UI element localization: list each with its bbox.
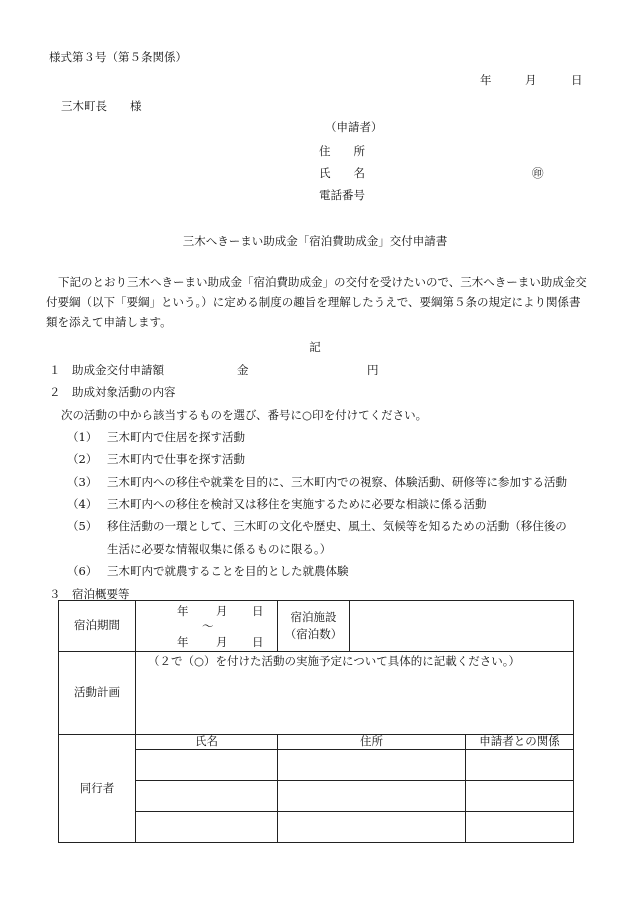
applicant-heading: （申請者）	[325, 120, 383, 134]
applicant-phone-label: 電話番号	[319, 188, 365, 202]
period-end-month-label: 月	[216, 635, 228, 649]
period-start-year-label: 年	[177, 604, 189, 618]
lodging-facility-label	[278, 601, 350, 652]
companion-address-field[interactable]	[278, 750, 466, 781]
seal-mark: ㊞	[532, 166, 544, 180]
form-number: 様式第３号（第５条関係）	[49, 50, 187, 64]
activity-number: （5）	[67, 519, 98, 533]
activity-plan-row	[59, 652, 574, 735]
activity-number: （2）	[67, 452, 98, 466]
activity-plan-note: （２で（○）を付けた活動の実施予定について具体的に記載ください。）	[148, 654, 521, 668]
companion-address-header: 住所	[278, 735, 466, 750]
activity-text-continued: 生活に必要な情報収集に係るものに限る。）	[107, 542, 332, 556]
applicant-address-label: 住 所	[319, 144, 365, 158]
activity-item	[67, 499, 487, 511]
companion-address-field[interactable]	[278, 812, 466, 843]
section2-instruction: 次の活動の中から該当するものを選び、番号に○印を付けてください。	[61, 408, 428, 422]
companion-relation-field[interactable]	[466, 750, 574, 781]
activity-number: （3）	[67, 475, 98, 489]
lodging-period-row	[59, 601, 574, 652]
companion-relation-field[interactable]	[466, 781, 574, 812]
activity-text: 三木町内への移住や就業を目的に、三木町内での視察、体験活動、研修等に参加する活動	[107, 475, 567, 489]
period-end-day-label: 日	[252, 635, 264, 649]
application-statement: 下記のとおり三木へきーまい助成金「宿泊費助成金」の交付を受けたいので、三木へきーまい助成金交付要綱（以下「要綱」という。）に定める制度の趣旨を理解したうえで、要綱第５条の規定により関係書類を添えて申請します。	[46, 275, 587, 329]
activity-text: 三木町内で住居を探す活動	[107, 430, 245, 444]
activity-item	[67, 454, 245, 466]
companion-row	[59, 781, 574, 812]
activity-plan-field[interactable]	[136, 652, 574, 735]
companion-name-field[interactable]	[136, 812, 278, 843]
companion-name-field[interactable]	[136, 781, 278, 812]
applicant-name-label: 氏 名	[319, 166, 365, 180]
activity-item	[67, 477, 567, 489]
activity-item	[67, 432, 245, 444]
activity-number: （6）	[67, 564, 98, 578]
lodging-summary-table	[58, 600, 574, 843]
section3-label: ３ 宿泊概要等	[49, 587, 130, 601]
activity-item	[67, 566, 349, 578]
section1-currency-prefix: 金	[237, 363, 249, 377]
companion-row	[59, 812, 574, 843]
lodging-period-field[interactable]	[136, 601, 278, 652]
companion-header-row	[59, 735, 574, 750]
activity-item	[67, 521, 567, 533]
lodging-facility-label-line1: 宿泊施設	[290, 610, 337, 624]
activity-plan-label: 活動計画	[59, 652, 136, 735]
section2-label: ２ 助成対象活動の内容	[49, 385, 176, 399]
lodging-facility-field[interactable]	[350, 601, 574, 652]
document-title: 三木へきーまい助成金「宿泊費助成金」交付申請書	[182, 234, 448, 248]
activity-number: （1）	[67, 430, 98, 444]
period-tilde: ～	[202, 619, 214, 633]
date-month-label: 月	[525, 73, 537, 87]
activity-text: 三木町内で就農することを目的とした就農体験	[107, 564, 349, 578]
companion-address-field[interactable]	[278, 781, 466, 812]
section1-label: １ 助成金交付申請額	[49, 363, 164, 377]
companion-name-field[interactable]	[136, 750, 278, 781]
period-start-month-label: 月	[216, 604, 228, 618]
period-end-year-label: 年	[177, 635, 189, 649]
companion-relation-header: 申請者との関係	[466, 735, 574, 750]
ki-heading: 記	[309, 340, 321, 354]
lodging-period-label: 宿泊期間	[59, 601, 136, 652]
companions-label: 同行者	[59, 735, 136, 843]
activity-text: 三木町内への移住を検討又は移住を実施するために必要な相談に係る活動	[107, 497, 487, 511]
companion-name-header: 氏名	[136, 735, 278, 750]
period-start-day-label: 日	[252, 604, 264, 618]
activity-number: （4）	[67, 497, 98, 511]
section1-unit: 円	[367, 363, 379, 377]
activity-text: 移住活動の一環として、三木町の文化や歴史、風土、気候等を知るための活動（移住後の	[107, 519, 567, 533]
addressee: 三木町長 様	[61, 99, 142, 113]
date-day-label: 日	[571, 73, 583, 87]
lodging-facility-label-line2: （宿泊数）	[284, 627, 343, 641]
companion-row	[59, 750, 574, 781]
date-year-label: 年	[480, 73, 492, 87]
companion-relation-field[interactable]	[466, 812, 574, 843]
activity-text: 三木町内で仕事を探す活動	[107, 452, 245, 466]
